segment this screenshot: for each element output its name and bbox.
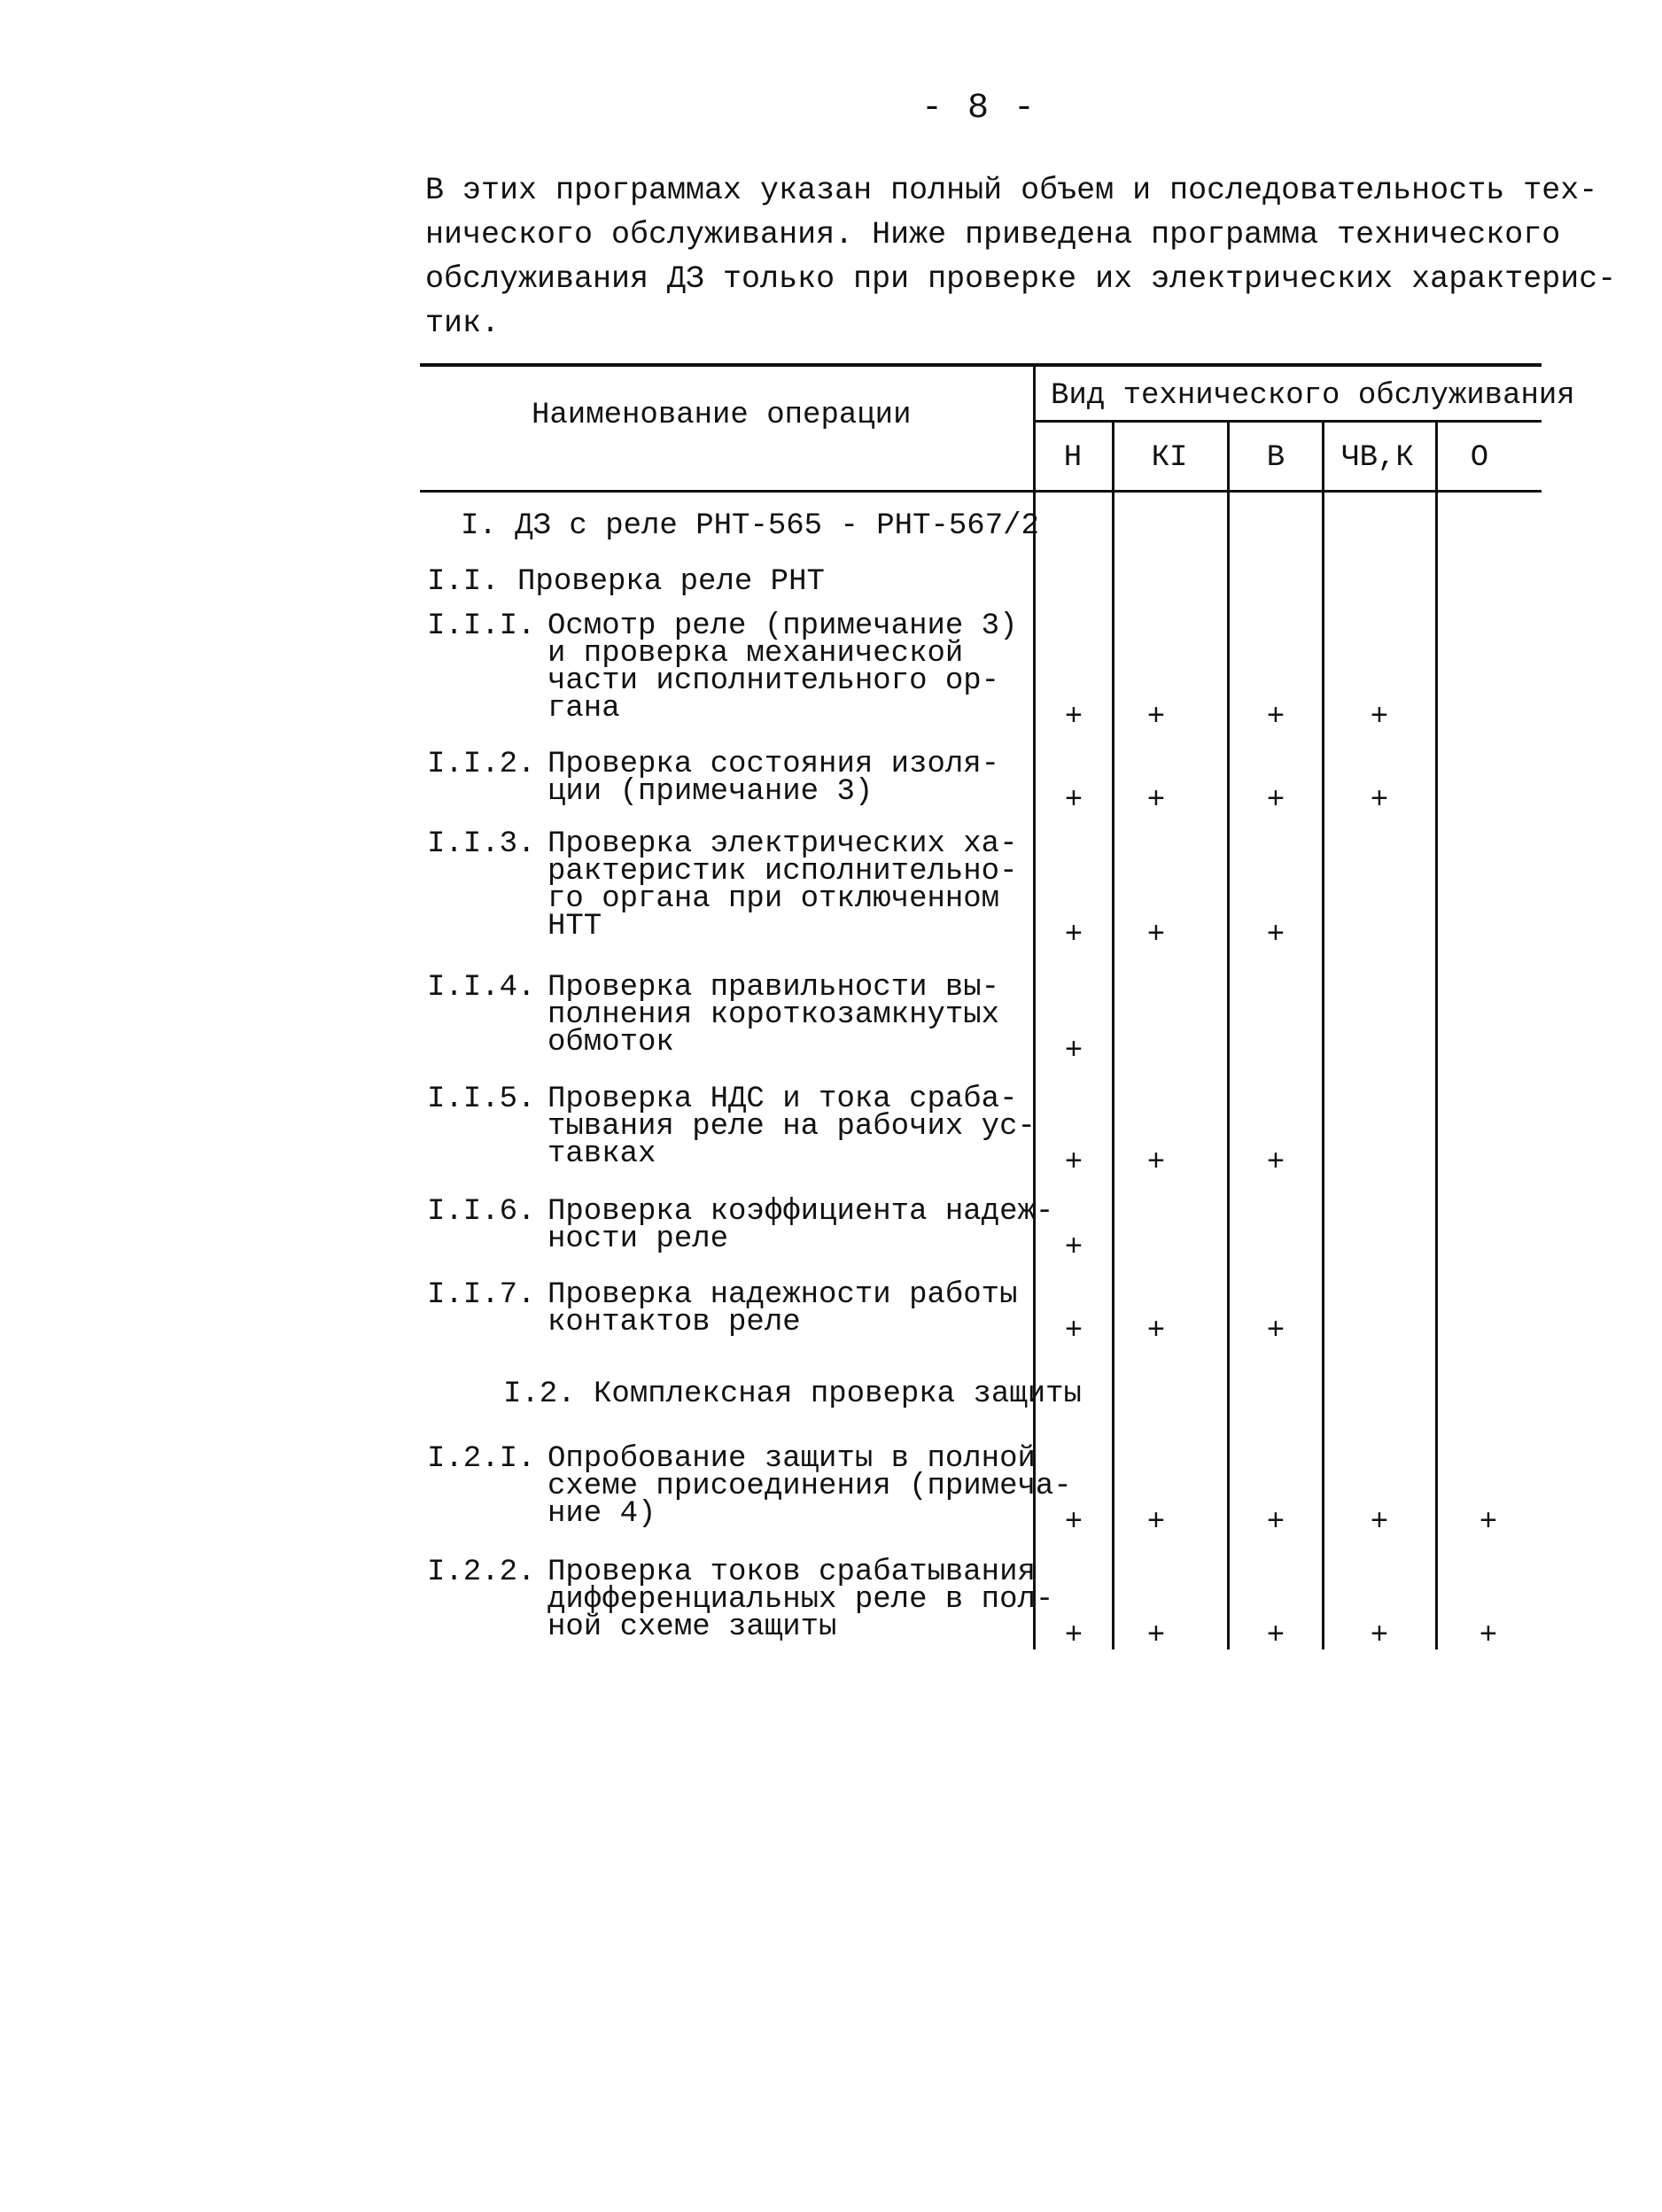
header-bottom-rule	[420, 490, 1542, 493]
maintenance-mark: +	[1266, 1146, 1285, 1180]
maintenance-mark: +	[1064, 1035, 1083, 1068]
operation-line: тывания реле на рабочих ус-	[548, 1110, 1036, 1144]
column-header-o: О	[1470, 441, 1489, 475]
operation-number: I.I.I.	[427, 609, 536, 643]
operation-line: обмоток	[548, 1026, 674, 1059]
operation-line: полнения короткозамкнутых	[548, 998, 1000, 1032]
table-row	[427, 1195, 1054, 1256]
column-divider-k1	[1227, 422, 1230, 1649]
maintenance-mark: +	[1266, 1315, 1285, 1348]
operation-line: контактов реле	[548, 1306, 801, 1339]
operation-description	[548, 609, 1018, 726]
maintenance-mark: +	[1064, 1146, 1083, 1180]
section-1-1: I.I. Проверка реле РНТ	[427, 565, 825, 599]
maintenance-mark: +	[1064, 1506, 1083, 1540]
table-row	[427, 748, 1000, 809]
operation-line: дифференциальных реле в пол-	[548, 1583, 1054, 1617]
maintenance-mark: +	[1146, 1146, 1166, 1180]
operation-line: Осмотр реле (примечание 3)	[548, 609, 1018, 643]
intro-line: В этих программах указан полный объем и последовательность тех-	[425, 173, 1598, 208]
operation-number: I.I.3.	[427, 827, 536, 861]
operation-description	[548, 1278, 1018, 1339]
maintenance-mark: +	[1266, 1619, 1285, 1653]
operation-number: I.I.5.	[427, 1083, 536, 1116]
table-row	[427, 971, 1000, 1059]
maintenance-mark: +	[1266, 784, 1285, 818]
operation-line: Проверка коэффициента надеж-	[548, 1195, 1054, 1229]
operation-line: Проверка НДС и тока сраба-	[548, 1083, 1018, 1116]
operation-line: ции (примечание 3)	[548, 775, 874, 809]
operation-number: I.I.2.	[427, 748, 536, 781]
maintenance-mark: +	[1064, 1619, 1083, 1653]
section-1-2: I.2. Комплексная проверка защиты	[503, 1378, 1082, 1411]
operation-number: I.I.6.	[427, 1195, 536, 1229]
operation-number: I.2.2.	[427, 1556, 536, 1589]
operation-line: тавках	[548, 1137, 656, 1171]
table-row	[427, 1083, 1036, 1171]
maintenance-mark: +	[1370, 701, 1389, 734]
maintenance-mark: +	[1064, 701, 1083, 734]
maintenance-mark: +	[1370, 1619, 1389, 1653]
operation-description	[548, 1556, 1054, 1644]
operation-line: го органа при отключенном	[548, 882, 1000, 916]
operation-line: Проверка электрических ха-	[548, 827, 1018, 861]
intro-line: нического обслуживания. Ниже приведена программа технического	[425, 217, 1561, 252]
operation-line: Опробование защиты в полной	[548, 1442, 1036, 1476]
operation-number: I.I.4.	[427, 971, 536, 1005]
operation-line: Проверка надежности работы	[548, 1278, 1018, 1312]
table-row	[427, 1278, 1018, 1339]
intro-paragraph	[425, 168, 1617, 345]
operation-description	[548, 1195, 1054, 1256]
maintenance-mark: +	[1266, 701, 1285, 734]
intro-line: тик.	[425, 306, 501, 341]
table-row	[427, 1442, 1072, 1531]
table-row	[427, 1556, 1054, 1644]
table-row	[427, 827, 1018, 943]
column-divider-h	[1112, 422, 1114, 1649]
column-header-chv: ЧВ,К	[1341, 441, 1414, 475]
maintenance-mark: +	[1064, 919, 1083, 952]
maintenance-mark: +	[1064, 1231, 1083, 1265]
intro-line: обслуживания ДЗ только при проверке их электрических характерис-	[425, 261, 1617, 297]
operation-line: части исполнительного ор-	[548, 664, 1000, 698]
page-number: - 8 -	[921, 89, 1037, 128]
operation-description	[548, 748, 1000, 809]
table-row	[427, 609, 1018, 726]
operation-line: ности реле	[548, 1222, 729, 1256]
operation-description	[548, 971, 1000, 1059]
column-divider-chv	[1435, 422, 1438, 1649]
column-header-h: Н	[1063, 441, 1083, 475]
operation-line: Проверка состояния изоля-	[548, 748, 1000, 781]
table-top-rule	[420, 363, 1542, 367]
operation-description	[548, 1442, 1072, 1531]
operation-description	[548, 827, 1018, 943]
operation-number: I.I.7.	[427, 1278, 536, 1312]
section-1: I. ДЗ с реле РНТ-565 - РНТ-567/2	[461, 509, 1039, 543]
maintenance-mark: +	[1146, 1506, 1166, 1540]
maintenance-mark: +	[1146, 701, 1166, 734]
maintenance-mark: +	[1370, 784, 1389, 818]
operation-line: НТТ	[548, 910, 602, 943]
operation-line: ной схеме защиты	[548, 1610, 837, 1644]
maintenance-mark: +	[1479, 1506, 1498, 1540]
maintenance-mark: +	[1146, 919, 1166, 952]
operation-line: Проверка правильности вы-	[548, 971, 1000, 1005]
column-header-v: В	[1266, 441, 1285, 475]
maintenance-mark: +	[1266, 919, 1285, 952]
maintenance-mark: +	[1146, 1315, 1166, 1348]
operation-line: гана	[548, 692, 620, 726]
maintenance-mark: +	[1479, 1619, 1498, 1653]
maintenance-mark: +	[1266, 1506, 1285, 1540]
operation-line: схеме присоединения (примеча-	[548, 1470, 1072, 1503]
maintenance-mark: +	[1064, 784, 1083, 818]
header-maintenance-type: Вид технического обслуживания	[1051, 379, 1575, 413]
column-divider-v	[1322, 422, 1324, 1649]
maintenance-mark: +	[1146, 1619, 1166, 1653]
vid-header-rule	[1035, 420, 1542, 423]
maintenance-mark: +	[1370, 1506, 1389, 1540]
operation-line: и проверка механической	[548, 637, 964, 671]
operation-line: ние 4)	[548, 1497, 656, 1531]
operation-number: I.2.I.	[427, 1442, 536, 1476]
operation-description	[548, 1083, 1036, 1171]
maintenance-mark: +	[1064, 1315, 1083, 1348]
column-header-k1: КI	[1151, 441, 1188, 475]
operation-line: Проверка токов срабатывания	[548, 1556, 1036, 1589]
operation-line: рактеристик исполнительно-	[548, 855, 1018, 889]
header-operation-name: Наименование операции	[532, 399, 912, 432]
maintenance-mark: +	[1146, 784, 1166, 818]
